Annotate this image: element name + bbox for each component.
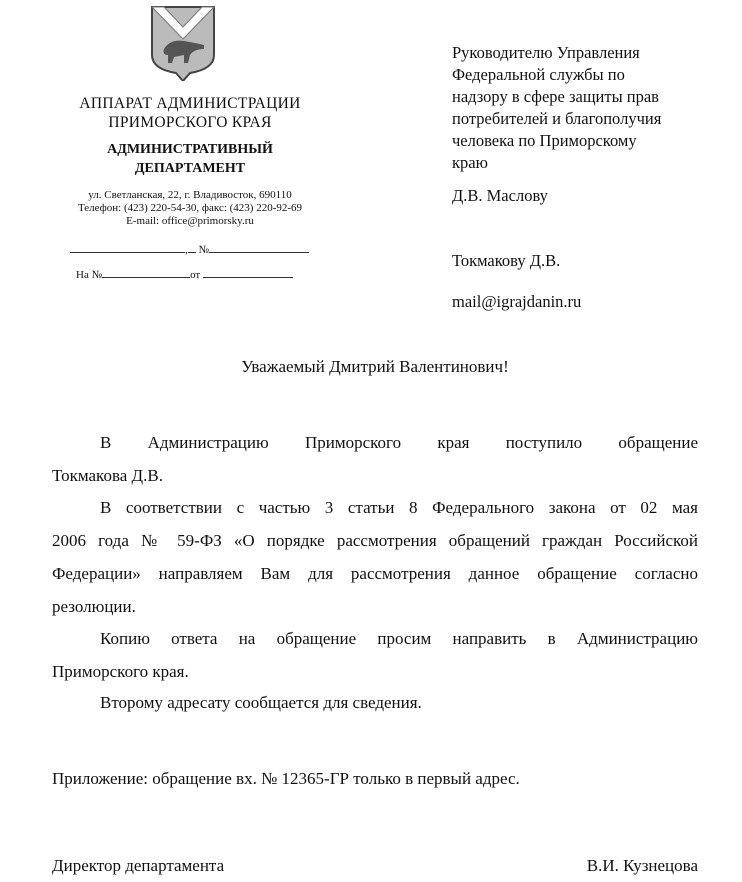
signatory-title: Директор департамента [52, 856, 225, 875]
addressee-line: человека по Приморскому [452, 131, 637, 150]
paragraph-2-line: Федерации» направляем Вам для рассмотрения данное обращение согласно [52, 564, 698, 583]
addressee-line: Руководителю Управления [452, 43, 640, 62]
paragraph-2-line: 2006 года № 59-ФЗ «О порядке рассмотрения обращений граждан Российской [52, 531, 698, 550]
from-label: от [190, 269, 201, 281]
addressee-line: надзору в сфере защиты прав [452, 87, 659, 106]
addressee-block [452, 42, 722, 174]
second-addressee-email: mail@igrajdanin.ru [452, 292, 582, 311]
paragraph-1-line: Токмакова Д.В. [52, 466, 163, 485]
paragraph-3-line: Копию ответа на обращение просим направить в Администрацию [100, 629, 698, 648]
addressee-line: потребителей и благополучия [452, 109, 662, 128]
department-line2: ДЕПАРТАМЕНТ [134, 161, 246, 176]
addressee-line: краю [452, 153, 488, 172]
second-addressee: Токмакову Д.В. [452, 251, 561, 270]
department-line1: АДМИНИСТРАТИВНЫЙ [107, 142, 273, 157]
reference-line [76, 265, 293, 282]
department-name [50, 140, 330, 178]
greeting: Уважаемый Дмитрий Валентинович! [241, 357, 509, 376]
addressee-name: Д.В. Маслову [452, 186, 548, 205]
paragraph-3-line: Приморского края. [52, 662, 189, 681]
org-name-line1: АППАРАТ АДМИНИСТРАЦИИ [79, 95, 301, 112]
paragraph-2-line: резолюции. [52, 597, 136, 616]
phone: Телефон: (423) 220-54-30, факс: (423) 220-92-69 [77, 202, 303, 214]
org-name [50, 94, 330, 132]
paragraph-2-line: В соответствии с частью 3 статьи 8 Федерального закона от 02 мая [100, 498, 698, 517]
email: E-mail: office@primorsky.ru [126, 215, 254, 227]
paragraph-4: Второму адресату сообщается для сведения. [100, 693, 422, 712]
addressee-line: Федеральной службы по [452, 65, 625, 84]
ref-label: На № [76, 269, 103, 281]
outgoing-number-line: , № [70, 240, 309, 257]
paragraph-1-line: В Администрацию Приморского края поступило обращение [100, 433, 698, 452]
coat-of-arms-logo [150, 5, 216, 81]
number-sign: № [198, 244, 209, 256]
org-name-line2: ПРИМОРСКОГО КРАЯ [108, 114, 272, 131]
address: ул. Светланская, 22, г. Владивосток, 690110 [88, 189, 292, 201]
attachment-note: Приложение: обращение вх. № 12365-ГР только в первый адрес. [52, 769, 520, 788]
contact-block [50, 189, 330, 228]
signatory-name: В.И. Кузнецова [586, 856, 698, 875]
